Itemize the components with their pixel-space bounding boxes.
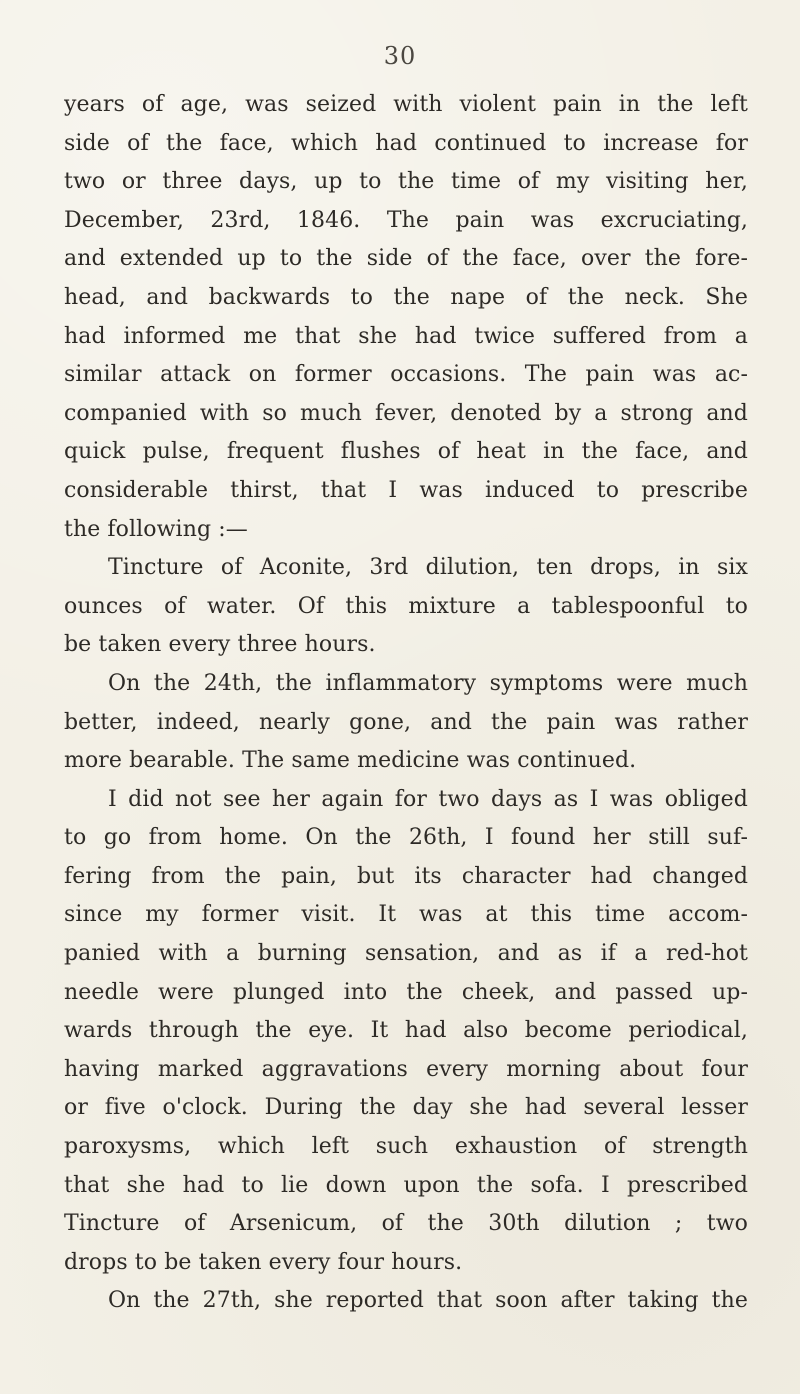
text-line: panied with a burning sensation, and as if a red-hot [64,941,748,967]
text-line: years of age, was seized with violent pain in the left [64,92,748,117]
text-line: I did not see her again for two days as I was obliged [108,786,748,812]
text-line: paroxysms, which left such exhaustion of strength [64,1134,748,1160]
text-line: considerable thirst, that I was induced to prescribe [64,477,748,503]
text-line: Tincture of Aconite, 3rd dilution, ten drops, in six [108,555,748,581]
text-line: side of the face, which had continued to increase for [64,130,748,156]
text-line: that she had to lie down upon the sofa. I prescribed [64,1172,748,1198]
text-line: wards through the eye. It had also become periodical, [64,1018,748,1044]
text-line: had informed me that she had twice suffered from a [64,323,748,349]
text-line: more bearable. The same medicine was continued. [64,748,637,774]
text-line: or five o'clock. During the day she had several lesser [64,1095,748,1121]
text-line: fering from the pain, but its character had changed [64,863,748,889]
text-line: December, 23rd, 1846. The pain was excruciating, [64,207,748,233]
text-line: On the 27th, she reported that soon after taking the [108,1288,748,1314]
text-line: companied with so much fever, denoted by a strong and [64,400,748,426]
text-line: head, and backwards to the nape of the neck. She [64,284,748,310]
text-line: the following :— [64,516,248,542]
page-number: 30 [383,42,417,70]
text-line: be taken every three hours. [64,632,376,658]
text-line: having marked aggravations every morning about four [64,1056,748,1082]
text-line: to go from home. On the 26th, I found her still suf- [64,825,748,851]
text-line: On the 24th, the inflammatory symptoms were much [108,670,748,696]
text-line: and extended up to the side of the face, over the fore- [64,246,748,272]
text-line: quick pulse, frequent flushes of heat in the face, and [64,439,748,465]
body-text [64,86,748,1321]
text-line: two or three days, up to the time of my visiting her, [64,169,748,195]
text-line: similar attack on former occasions. The pain was ac- [64,362,748,388]
text-line: since my former visit. It was at this time accom- [64,902,748,928]
text-line: drops to be taken every four hours. [64,1249,463,1275]
text-line: Tincture of Arsenicum, of the 30th dilution ; two [64,1211,748,1237]
text-line: needle were plunged into the cheek, and passed up- [64,979,748,1005]
text-line: better, indeed, nearly gone, and the pain was rather [64,709,748,735]
text-line: ounces of water. Of this mixture a tablespoonful to [64,593,748,619]
